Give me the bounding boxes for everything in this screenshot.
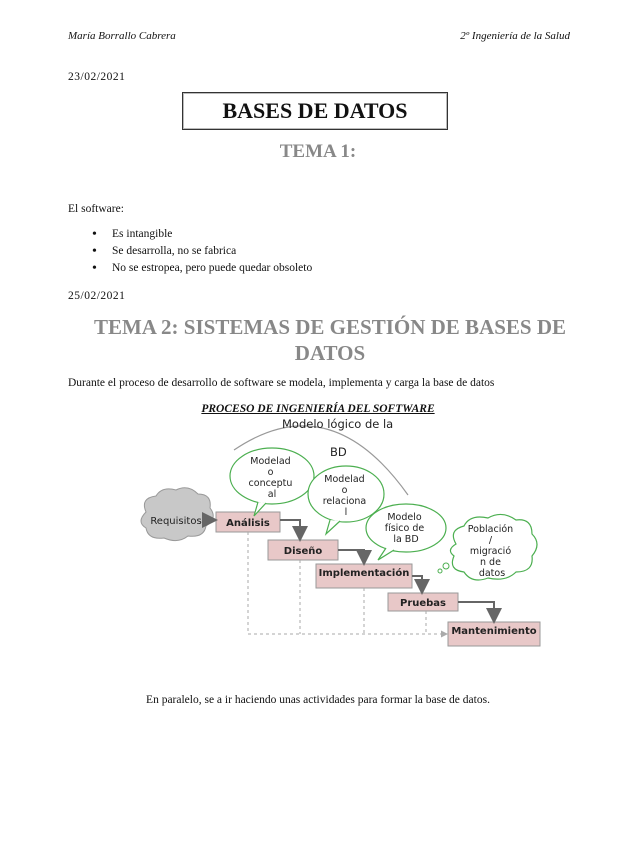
svg-text:Pruebas: Pruebas	[399, 598, 447, 609]
requisitos-cloud	[141, 488, 213, 541]
svg-text:Modelad o relacion: Modelad o relaciona l	[322, 474, 367, 518]
tema2-heading: TEMA 2: SISTEMAS DE GESTIÓN DE BASES DE DATOS	[93, 315, 567, 365]
stage-implementacion	[316, 564, 412, 588]
svg-text:Mantenimiento: Mantenimiento	[451, 626, 537, 637]
arc-label: Modelo lógico de la	[282, 417, 394, 431]
stage-pruebas	[388, 593, 458, 611]
stage-mantenimiento	[448, 622, 540, 646]
list-item: • No se estropea, pero puede quedar obsoleto	[92, 260, 312, 277]
svg-text:Implementación: Implementación	[318, 568, 410, 579]
requisitos-label: Requisitos	[150, 516, 202, 527]
header-author: María Borrallo Cabrera	[68, 30, 176, 42]
stage-diseno	[268, 540, 338, 560]
date-first: 23/02/2021	[68, 71, 126, 83]
stage-analisis	[216, 512, 280, 532]
page-title: BASES DE DATOS	[222, 98, 408, 123]
bubble-fisico	[366, 504, 446, 560]
paragraph-parallel: En paralelo, se a ir haciendo unas actividades para formar la base de datos.	[146, 694, 490, 706]
bubble-poblacion	[438, 514, 537, 580]
list-item: • Se desarrolla, no se fabrica	[92, 243, 312, 260]
diagram-title: PROCESO DE INGENIERÍA DEL SOFTWARE	[201, 403, 435, 415]
svg-text:Modelad o conceptu: Modelad o conceptu al	[248, 456, 293, 500]
svg-text:Análisis: Análisis	[226, 518, 270, 529]
arc-label-second: BD	[330, 445, 347, 459]
software-intro: El software:	[68, 203, 124, 215]
svg-text:Población / migrac: Población / migració n de datos	[467, 524, 514, 579]
date-second: 25/02/2021	[68, 290, 126, 302]
header-course: 2º Ingeniería de la Salud	[460, 30, 570, 42]
paragraph-process: Durante el proceso de desarrollo de software se modela, implementa y carga la base de datos	[68, 377, 495, 389]
svg-text:Modelo físico de l: Modelo físico de la BD	[384, 512, 425, 545]
list-item: • Es intangible	[92, 226, 312, 243]
bubble-conceptual	[230, 448, 314, 516]
svg-text:Diseño: Diseño	[283, 546, 323, 557]
tema1-heading: TEMA 1:	[279, 141, 357, 162]
